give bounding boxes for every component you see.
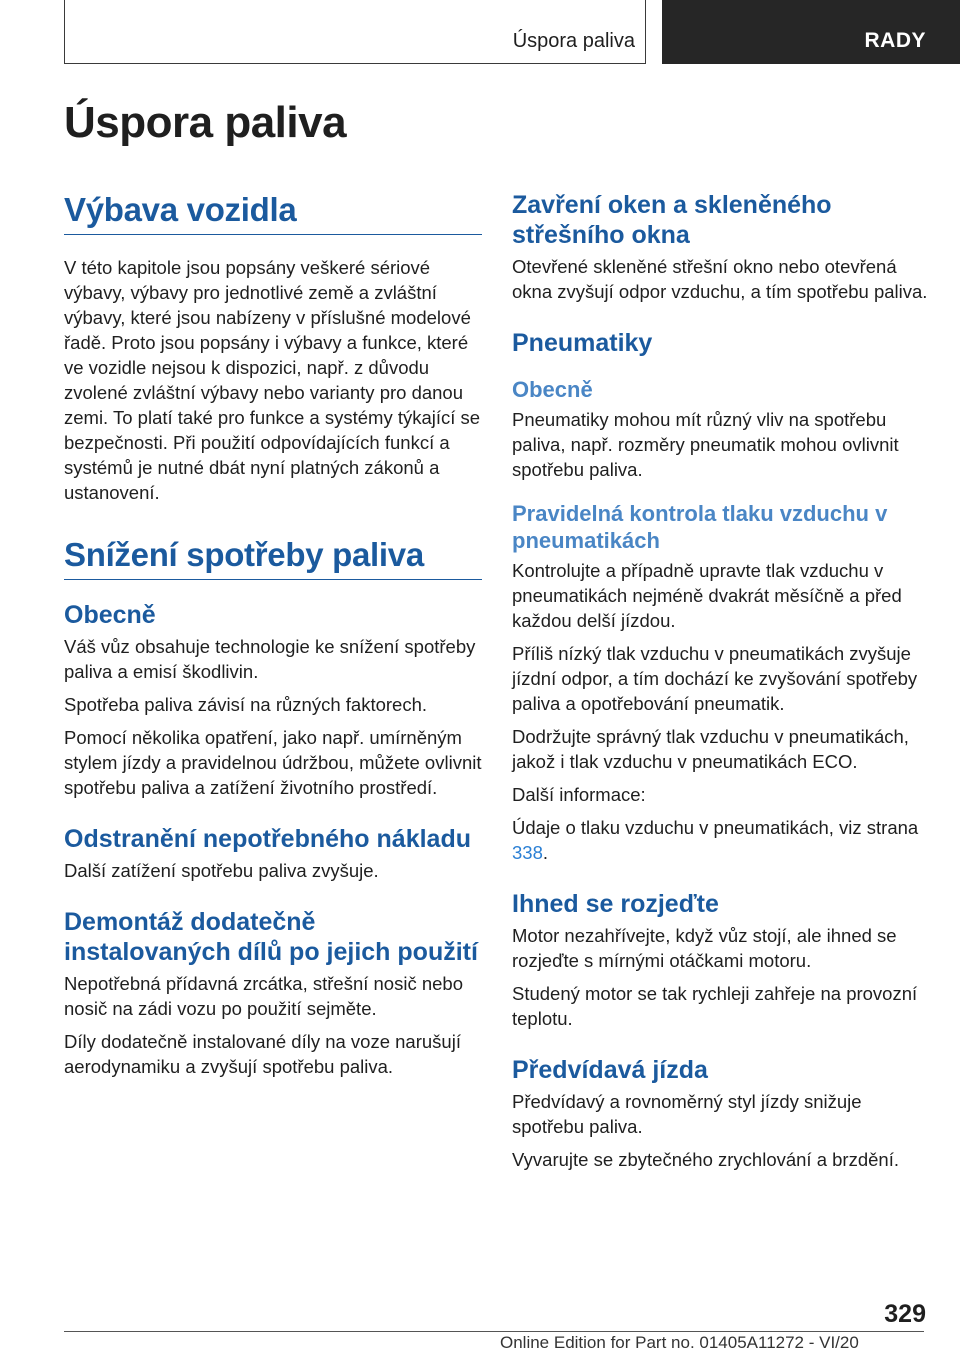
page-reference-link[interactable]: 338 [512, 842, 543, 863]
header-chapter-tab[interactable] [662, 0, 960, 64]
header-section-title: Úspora paliva [512, 30, 635, 52]
kontrola-text-3: Dodržujte správný tlak vzduchu v pneumatikách, jakož i tlak vzduchu v pneumatikách ECO. [512, 726, 909, 772]
okna-text-1: Otevřené skleněné střešní okno nebo otevřená okna zvyšují odpor vzduchu, a tím spotřebu paliva. [512, 256, 928, 302]
jizda-text-2: Vyvarujte se zbytečného zrychlování a brzdění. [512, 1149, 899, 1170]
page-title: Úspora paliva [64, 98, 347, 147]
jizda-text-1: Předvídavý a rovnoměrný styl jízdy snižuje spotřebu paliva. [512, 1091, 862, 1137]
kontrola-text-2: Příliš nízký tlak vzduchu v pneumatikách zvyšuje jízdní odpor, a tím dochází ke zvyšování spotřeby paliva a opotřebování pneumatik. [512, 643, 918, 714]
obecne-text-2: Spotřeba paliva závisí na různých faktorech. [64, 694, 427, 715]
heading-zavreni-oken: Zavření oken a skleněného střešního okna [512, 191, 832, 249]
kontrola-text-5 [512, 815, 930, 865]
heading-ihned-rozjezd: Ihned se rozjeďte [512, 890, 719, 918]
kontrola-ref-text: Údaje o tlaku vzduchu v pneumatikách, viz strana [512, 817, 919, 838]
kontrola-text-4: Další informace: [512, 784, 646, 805]
heading-pneumatiky: Pneumatiky [512, 329, 653, 357]
heading-odstraneni-nakladu: Odstranění nepotřebného nákladu [64, 825, 471, 853]
heading-obecne: Obecně [64, 601, 156, 629]
kontrola-text-1: Kontrolujte a případně upravte tlak vzduchu v pneumatikách nejméně dvakrát měsíčně a před každou delší jízdou. [512, 560, 902, 631]
kontrola-ref-end: . [542, 842, 549, 863]
demontaz-text-2: Díly dodatečně instalované díly na voze narušují aerodynamiku a zvyšují spotřebu paliva. [64, 1031, 461, 1077]
heading-vybava-vozidla: Výbava vozidla [64, 190, 482, 235]
obecne-text-1: Váš vůz obsahuje technologie ke snížení spotřeby paliva a emisí škodlivin. [64, 636, 476, 682]
heading-snizeni-spotreby: Snížení spotřeby paliva [64, 535, 482, 580]
rozjezd-text-1: Motor nezahřívejte, když vůz stojí, ale ihned se rozjeďte s mírnými otáčkami motoru. [512, 925, 897, 971]
heading-predvidava-jizda: Předvídavá jízda [512, 1056, 708, 1084]
heading-pneumatiky-obecne: Obecně [512, 377, 593, 402]
left-column [64, 190, 482, 1087]
rozjezd-text-2: Studený motor se tak rychleji zahřeje na provozní teplotu. [512, 983, 918, 1029]
footer-edition: Online Edition for Part no. 01405A11272 - VI/20 [500, 1333, 859, 1352]
demontaz-text-1: Nepotřebná přídavná zrcátka, střešní nosič nebo nosič na zádi vozu po použití sejměte. [64, 973, 464, 1019]
heading-demontaz-dilu: Demontáž dodatečně instalovaných dílů po jejich použití [64, 908, 478, 966]
footer-divider [64, 1331, 924, 1332]
vybava-text: V této kapitole jsou popsány veškeré sériové výbavy, výbavy pro jednotlivé země a zvláštní výbavy, které jsou nabízeny v příslušné modelové řadě. Proto jsou popsány i výbavy a funkce, které ve vozidle nejsou k dispozici, např. z důvodu zvolené zvláštní výbavy nebo varianty pro danou zemi. To platí také pro funkce a systémy týkající se bezpečnosti. Při použití odpovídajících funkcí a systémů je nutné dbát nyní platných zákonů a ustanovení. [64, 257, 481, 503]
header-chapter-label: RADY [864, 29, 926, 52]
pneumatiky-obecne-text: Pneumatiky mohou mít různý vliv na spotřebu paliva, např. rozměry pneumatik mohou ovlivnit spotřebu paliva. [512, 409, 899, 480]
obecne-text-3: Pomocí několika opatření, jako např. umírněným stylem jízdy a pravidelnou údržbou, můžete ovlivnit spotřebu paliva a zatížení životního prostředí. [64, 727, 482, 798]
heading-kontrola-tlaku: Pravidelná kontrola tlaku vzduchu v pneumatikách [512, 501, 888, 553]
right-column [512, 190, 930, 1180]
header-section-box [64, 0, 646, 64]
naklad-text-1: Další zatížení spotřebu paliva zvyšuje. [64, 860, 379, 881]
page-number: 329 [884, 1300, 926, 1328]
